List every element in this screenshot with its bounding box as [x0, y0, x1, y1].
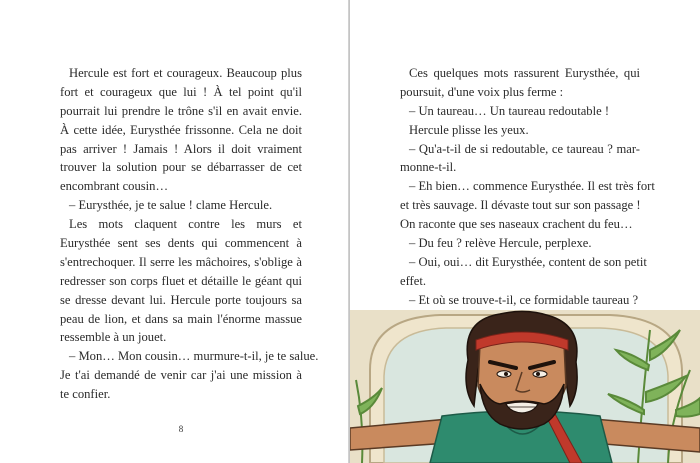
hercules-illustration	[350, 310, 700, 463]
left-page-text	[60, 64, 319, 404]
hercules-drawing	[350, 310, 700, 463]
text-line: Je t'ai demandé de venir car j'ai une mission à	[60, 368, 302, 383]
text-line: Hercule est fort et courageux. Beaucoup plus	[69, 66, 302, 80]
text-line: poursuit, d'une voix plus ferme :	[400, 84, 564, 99]
text-line: Les mots claquent contre les murs et	[69, 217, 302, 232]
text-line: Eurysthée sent ses dents qui commencent à	[60, 236, 302, 251]
text-line: monne-t-il.	[400, 160, 457, 175]
page-number: 8	[178, 424, 184, 434]
text-line: On raconte que ses naseaux crachent du feu…	[400, 217, 633, 232]
left-pupil	[504, 372, 508, 376]
text-line: – Oui, oui… dit Eurysthée, content de son petit	[409, 254, 647, 269]
text-line: À cette idée, Eurysthée frissonne. Cela ne doit	[60, 122, 302, 137]
text-line: – Du feu ? relève Hercule, perplexe.	[409, 236, 592, 251]
text-line: fort et courageux que lui ! À tel point qu'il	[60, 84, 302, 99]
right-page-text	[400, 64, 655, 310]
text-line: Ces quelques mots rassurent Eurysthée, qui	[409, 66, 640, 80]
text-line: – Qu'a-t-il de si redoutable, ce taureau ? mar-	[409, 141, 640, 156]
text-line: – Eh bien… commence Eurysthée. Il est très fort	[409, 179, 655, 194]
text-line: – Un taureau… Un taureau redoutable !	[409, 103, 610, 118]
text-line: – Mon… Mon cousin… murmure-t-il, je te salue.	[69, 349, 319, 364]
text-line: pourrait lui prendre le trône s'il en avait envie.	[60, 103, 302, 118]
text-line: – Eurysthée, je te salue ! clame Hercule.	[69, 198, 273, 213]
text-line: encombrant cousin…	[60, 179, 169, 194]
text-line: Hercule plisse les yeux.	[409, 122, 529, 137]
text-line: redresser son corps fluet et détaille le géant qui	[60, 273, 302, 288]
text-line: ressemble à un jouet.	[60, 330, 167, 345]
text-line: trouver la solution pour se débarrasser de cet	[60, 160, 302, 175]
text-line: effet.	[400, 273, 426, 288]
text-line: te confier.	[60, 387, 111, 402]
text-line: – Et où se trouve-t-il, ce formidable taureau ?	[409, 292, 639, 307]
text-line: se dresse devant lui. Hercule porte toujours sa	[60, 292, 302, 307]
text-line: et très sauvage. Il dévaste tout sur son passage !	[400, 198, 641, 213]
text-line: peau de lion, et dans sa main l'énorme massue	[60, 311, 302, 326]
right-pupil	[536, 372, 540, 376]
text-line: pas arriver ! Jamais ! Alors il doit vraiment	[60, 141, 302, 156]
text-line: s'entrechoquer. Il serre les mâchoires, s'oblige à	[60, 254, 302, 269]
